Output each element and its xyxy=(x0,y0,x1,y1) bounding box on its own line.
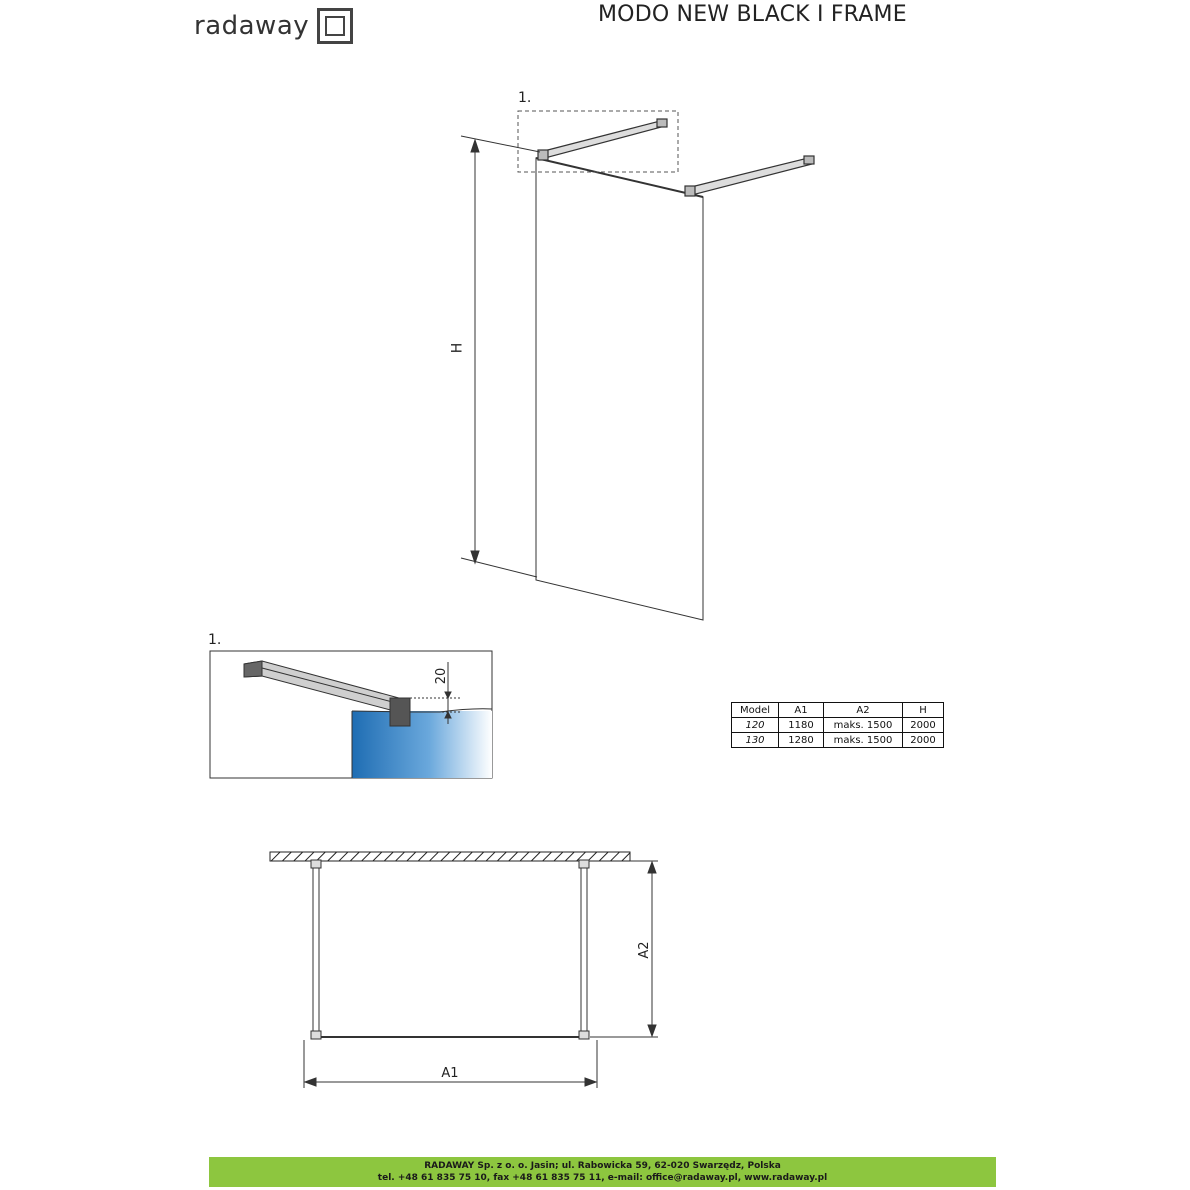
height-dimension xyxy=(461,136,540,577)
cell-h: 2000 xyxy=(903,733,944,748)
footer-bar xyxy=(209,1157,996,1187)
cell-a1: 1280 xyxy=(779,733,824,748)
col-a2: A2 xyxy=(824,703,903,718)
footer-address: RADAWAY Sp. z o. o. Jasin; ul. Rabowicka 59, 62-020 Swarzędz, Polska xyxy=(424,1161,781,1171)
detail-marker-label-box: 1. xyxy=(208,632,222,648)
spec-table xyxy=(731,702,944,748)
cell-a2: maks. 1500 xyxy=(824,733,903,748)
detail-marker-label-top: 1. xyxy=(518,90,532,106)
glass-panel-perspective xyxy=(536,158,703,620)
a1-dimension-label: A1 xyxy=(441,1066,459,1081)
cell-h: 2000 xyxy=(903,718,944,733)
detail-view xyxy=(210,651,492,778)
product-title: MODO NEW BLACK I FRAME xyxy=(598,2,907,27)
plan-view xyxy=(270,852,658,1088)
gap-dimension-label: 20 xyxy=(434,667,449,685)
brand-name: radaway xyxy=(194,11,310,41)
table-row xyxy=(732,733,944,748)
cell-model: 120 xyxy=(732,718,779,733)
col-a1: A1 xyxy=(779,703,824,718)
cell-a2: maks. 1500 xyxy=(824,718,903,733)
col-h: H xyxy=(903,703,944,718)
cell-model: 130 xyxy=(732,733,779,748)
height-dimension-label: H xyxy=(449,342,466,354)
footer-contact: tel. +48 61 835 75 10, fax +48 61 835 75 11, e-mail: office@radaway.pl, www.radaway.pl xyxy=(377,1173,828,1183)
a2-dimension-label: A2 xyxy=(637,941,652,959)
col-model: Model xyxy=(732,703,779,718)
table-row xyxy=(732,718,944,733)
cell-a1: 1180 xyxy=(779,718,824,733)
table-header-row xyxy=(732,703,944,718)
